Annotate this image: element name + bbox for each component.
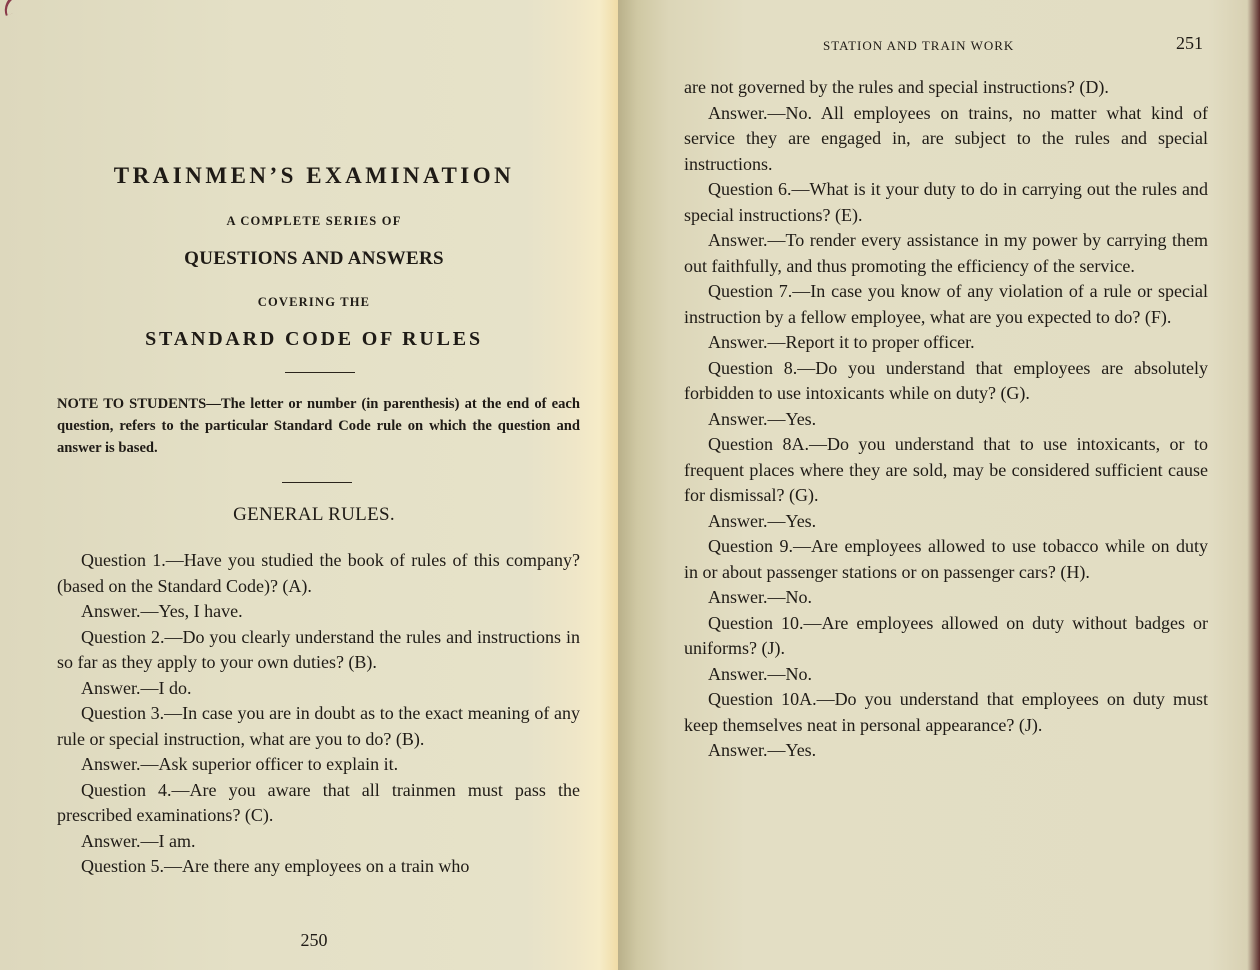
section-heading: GENERAL RULES.	[233, 504, 395, 525]
answer-6: Answer.—To render every assistance in my power by carrying them out faithfully, and thus promoting the efficiency of the service.	[684, 230, 1208, 276]
note-to-students: NOTE TO STUDENTS—The letter or number (in parenthesis) at the end of each question, refers to the particular Standard Code rule on which the question and answer is based.	[57, 396, 580, 456]
running-head: STATION AND TRAIN WORK	[823, 38, 1015, 53]
page-number-left: 250	[300, 930, 328, 950]
left-page	[0, 0, 618, 970]
question-9: Question 9.—Are employees allowed to use tobacco while on duty in or about passenger stations or on passenger cars? (H).	[684, 536, 1208, 582]
left-body-text	[57, 548, 580, 880]
answer-2: Answer.—I do.	[81, 677, 192, 698]
question-5-continued: are not governed by the rules and special instructions? (D).	[684, 77, 1109, 97]
right-page	[618, 0, 1260, 970]
answer-5: Answer.—No. All employees on trains, no matter what kind of service they are engaged in, are subject to the rules and special instructions.	[684, 102, 1208, 174]
answer-4: Answer.—I am.	[81, 830, 196, 851]
divider	[285, 372, 355, 373]
cover-edge	[0, 0, 34, 16]
question-10a: Question 10A.—Do you understand that employees on duty must keep themselves neat in personal appearance? (J).	[684, 689, 1208, 735]
subtitle-covering: COVERING THE	[257, 295, 371, 309]
question-8a: Question 8A.—Do you understand that to use intoxicants, or to frequent places where they are sold, may be considered sufficient cause for dismissal? (G).	[684, 434, 1208, 505]
subtitle-standard-code: STANDARD CODE OF RULES	[145, 328, 483, 350]
answer-3: Answer.—Ask superior officer to explain it.	[81, 754, 399, 774]
question-10: Question 10.—Are employees allowed on duty without badges or uniforms? (J).	[684, 612, 1208, 658]
answer-10a: Answer.—Yes.	[708, 740, 817, 760]
answer-8: Answer.—Yes.	[708, 408, 817, 429]
question-3: Question 3.—In case you are in doubt as to the exact meaning of any rule or special instruction, what are you to do? (B).	[57, 703, 580, 749]
answer-10: Answer.—No.	[708, 663, 812, 684]
answer-7: Answer.—Report it to proper officer.	[708, 332, 975, 352]
question-7: Question 7.—In case you know of any violation of a rule or special instruction by a fellow employee, what are you expected to do? (F).	[684, 281, 1208, 327]
subtitle-series: A COMPLETE SERIES OF	[226, 214, 402, 228]
page-number-right: 251	[1176, 33, 1203, 53]
answer-8a: Answer.—Yes.	[708, 510, 817, 531]
question-2: Question 2.—Do you clearly understand the rules and instructions in so far as they apply to your own duties? (B).	[57, 626, 580, 672]
answer-1: Answer.—Yes, I have.	[81, 601, 243, 621]
question-4: Question 4.—Are you aware that all trainmen must pass the prescribed examinations? (C).	[57, 779, 580, 825]
question-1: Question 1.—Have you studied the book of rules of this company? (based on the Standard Code)? (A).	[57, 550, 580, 596]
subtitle-questions-answers: QUESTIONS AND ANSWERS	[184, 248, 444, 269]
question-5: Question 5.—Are there any employees on a train who	[81, 856, 470, 876]
answer-9: Answer.—No.	[708, 587, 812, 607]
question-6: Question 6.—What is it your duty to do in carrying out the rules and special instructions? (E).	[684, 179, 1208, 225]
question-8: Question 8.—Do you understand that employees are absolutely forbidden to use intoxicants while on duty? (G).	[684, 357, 1208, 403]
book-title: TRAINMEN’S EXAMINATION	[113, 163, 515, 188]
divider	[282, 482, 352, 483]
right-body-text	[684, 75, 1208, 764]
